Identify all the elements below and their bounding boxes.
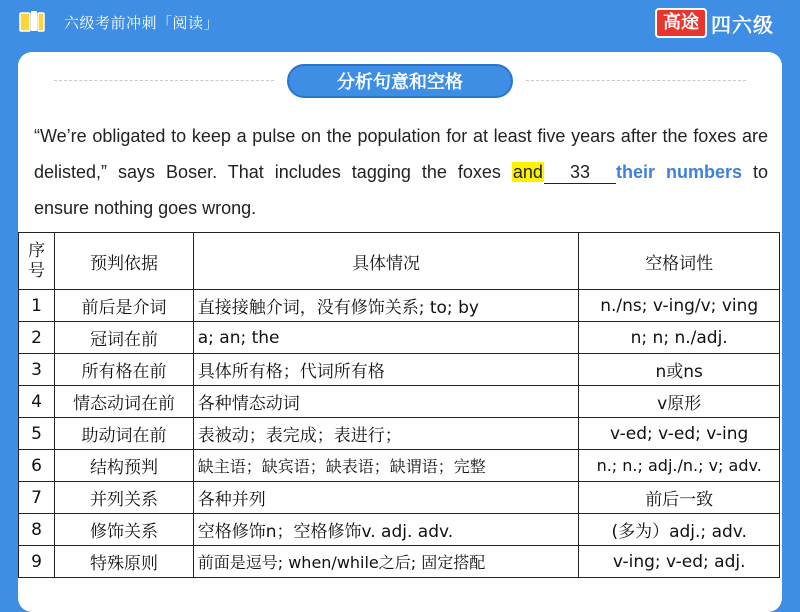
cell-num: 8 [19,514,55,546]
cell-basis: 冠词在前 [55,322,194,354]
cell-basis: 修饰关系 [55,514,194,546]
divider-left [54,80,274,81]
passage-text [34,118,768,226]
highlighted-word: and [512,162,543,182]
cell-basis: 特殊原则 [55,546,194,578]
header-num-line1: 序 [28,241,46,261]
cell-detail: 具体所有格；代词所有格 [193,354,579,386]
cell-detail: 空格修饰n；空格修饰v. adj. adv. [193,514,579,546]
header-num-line2: 号 [28,261,46,281]
cell-pos: v-ed; v-ed; v-ing [579,418,780,450]
passage-tail: to ensure nothing goes wrong. [34,162,768,218]
cell-num: 2 [19,322,55,354]
top-bar [0,0,800,44]
cell-pos: v原形 [579,386,780,418]
cell-detail: 表被动；表完成；表进行； [193,418,579,450]
cell-pos: 前后一致 [579,482,780,514]
passage-body: “We’re obligated to keep a pulse on the population for at least five years after the foxes are delisted,” says Boser. That includes tagging the foxes [34,126,768,182]
cell-num: 9 [19,546,55,578]
table-row [19,386,780,418]
blank-33: 33 [544,161,616,184]
header-num [19,233,55,290]
table-row [19,546,780,578]
page-title: 六级考前冲刺「阅读」 [64,14,220,32]
analysis-table [18,232,780,578]
cell-detail: a; an; the [193,322,579,354]
cell-basis: 前后是介词 [55,290,194,322]
cell-detail: 各种情态动词 [193,386,579,418]
cell-num: 7 [19,482,55,514]
header-detail: 具体情况 [193,233,579,290]
cell-basis: 并列关系 [55,482,194,514]
brand-main: 高途 [655,8,707,38]
table-row [19,322,780,354]
content-card [18,52,782,612]
table-header-row [19,233,780,290]
cell-num: 6 [19,450,55,482]
cell-pos: n; n; n./adj. [579,322,780,354]
brand-logo [655,8,774,38]
cell-detail: 前面是逗号; when/while之后; 固定搭配 [193,546,579,578]
table-row [19,418,780,450]
bold-phrase: their numbers [615,162,742,182]
cell-pos: n或ns [579,354,780,386]
cell-pos: (多为）adj.; adv. [579,514,780,546]
brand-sub: 四六级 [711,12,774,37]
table-row [19,290,780,322]
cell-pos: n./ns; v-ing/v; ving [579,290,780,322]
cell-detail: 直接接触介词，没有修饰关系; to; by [193,290,579,322]
cell-basis: 助动词在前 [55,418,194,450]
cell-detail: 缺主语；缺宾语；缺表语；缺谓语；完整 [193,450,579,482]
header-pos: 空格词性 [579,233,780,290]
table-row [19,450,780,482]
cell-detail: 各种并列 [193,482,579,514]
table-row [19,354,780,386]
header-basis: 预判依据 [55,233,194,290]
cell-num: 3 [19,354,55,386]
divider-right [526,80,746,81]
table-row [19,514,780,546]
section-title: 分析句意和空格 [287,64,513,98]
cell-basis: 结构预判 [55,450,194,482]
cell-pos: n.; n.; adj./n.; v; adv. [579,450,780,482]
book-icon [18,9,46,35]
cell-num: 5 [19,418,55,450]
cell-pos: v-ing; v-ed; adj. [579,546,780,578]
cell-basis: 所有格在前 [55,354,194,386]
table-row [19,482,780,514]
cell-num: 4 [19,386,55,418]
cell-num: 1 [19,290,55,322]
cell-basis: 情态动词在前 [55,386,194,418]
